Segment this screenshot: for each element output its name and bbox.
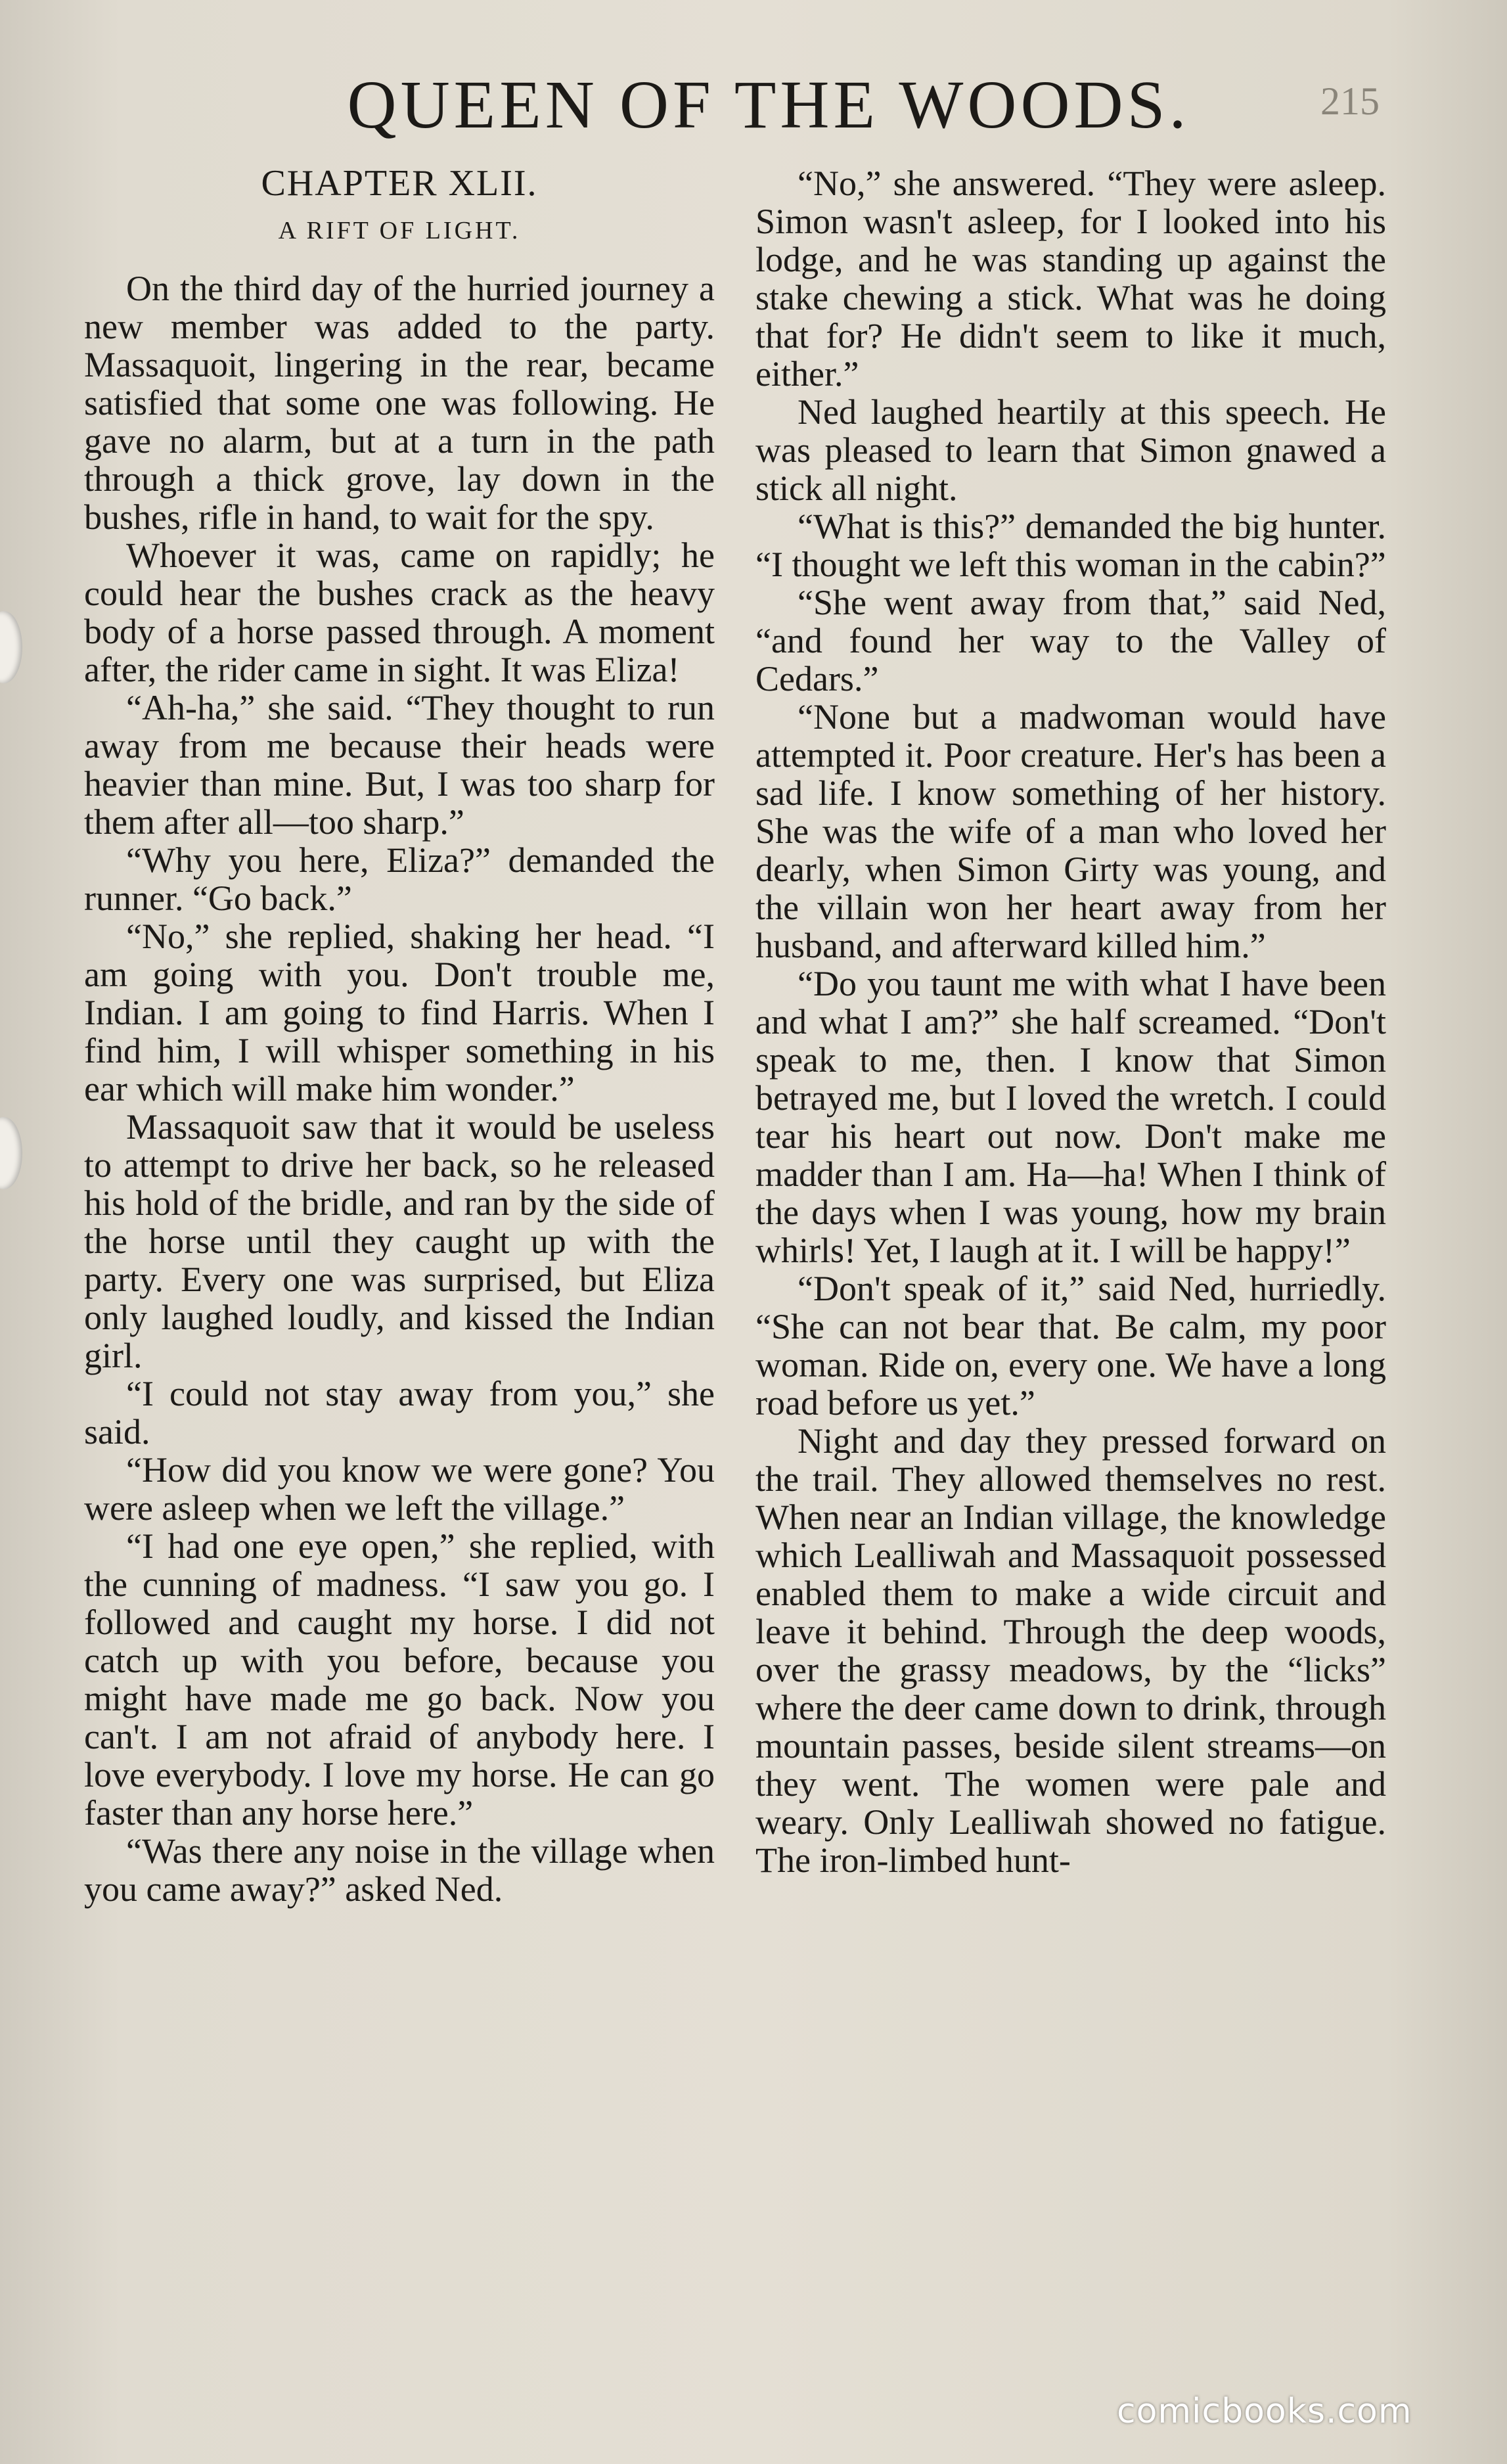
chapter-subtitle: A RIFT OF LIGHT. — [278, 217, 521, 244]
paragraph: “What is this?” demanded the big hunter. “I thought we left this woman in the cabin?” — [755, 507, 1386, 584]
paragraph: “None but a madwoman would have attempted it. Poor creature. Her's has been a sad life. I know something of her history. She was the wife of a man who loved her dearly, when Simon Girty was young, and the villain won her heart away from her husband, and afterward killed him.” — [755, 697, 1386, 965]
right-column — [755, 164, 1386, 1879]
page-number: 215 — [1320, 80, 1380, 123]
paragraph: “Ah-ha,” she said. “They thought to run away from me because their heads were heavier than mine. But, I was too sharp for them after all—too sharp.” — [84, 688, 715, 842]
paragraph: “No,” she replied, shaking her head. “I am going with you. Don't trouble me, Indian. I am going to find Harris. When I find him, I will whisper something in his ear which will make him wonder.” — [84, 917, 715, 1108]
paragraph: “No,” she answered. “They were asleep. Simon wasn't asleep, for I looked into his lodge, and he was standing up against the stake chewing a stick. What was he doing that for? He didn't seem to like it much, either.” — [755, 164, 1386, 394]
paragraph: “Was there any noise in the village when you came away?” asked Ned. — [84, 1831, 715, 1909]
binding-hole — [0, 1117, 22, 1189]
paragraph: “Do you taunt me with what I have been and what I am?” she half screamed. “Don't speak to me, then. I know that Simon betrayed me, but I loved the wretch. I could tear his heart out now. Don't make me madder than I am. Ha—ha! When I think of the days when I was young, how my brain whirls! Yet, I laugh at it. I will be happy!” — [755, 964, 1386, 1270]
site-watermark: comicbooks.com — [1117, 2392, 1412, 2431]
paragraph: “I could not stay away from you,” she said. — [84, 1374, 715, 1451]
paragraph: Night and day they pressed forward on the trail. They allowed themselves no rest. When near an Indian village, the knowledge which Lealliwah and Massaquoit possessed enabled them to make a wide circuit and leave it behind. Through the deep woods, over the grassy meadows, by the “licks” where the deer came down to drink, through mountain passes, beside silent streams—on they went. The women were pale and weary. Only Lealliwah showed no fatigue. The iron-limbed hunt- — [755, 1421, 1386, 1880]
paragraph: “Why you here, Eliza?” demanded the runner. “Go back.” — [84, 840, 715, 918]
paragraph: On the third day of the hurried journey a new member was added to the party. Massaquoit, lingering in the rear, became satisfied that some one was following. He gave no alarm, but at a turn in the path through a thick grove, lay down in the bushes, rifle in hand, to wait for the spy. — [84, 269, 715, 537]
chapter-heading: CHAPTER XLII. — [261, 163, 538, 204]
paragraph: “Don't speak of it,” said Ned, hurriedly. “She can not bear that. Be calm, my poor woman. Ride on, every one. We have a long road before us yet.” — [755, 1269, 1386, 1423]
paragraph: “How did you know we were gone? You were asleep when we left the village.” — [84, 1450, 715, 1528]
binding-hole — [0, 611, 22, 683]
page-title: QUEEN OF THE WOODS. — [347, 67, 1190, 143]
paragraph: Ned laughed heartily at this speech. He was pleased to learn that Simon gnawed a stick all night. — [755, 392, 1386, 508]
paragraph: “I had one eye open,” she replied, with the cunning of madness. “I saw you go. I followed and caught my horse. I did not catch up with you before, because you might have made me go back. Now you can't. I am not afraid of anybody here. I love everybody. I love my horse. He can go faster than any horse here.” — [84, 1526, 715, 1833]
left-column — [84, 164, 715, 1908]
paragraph: “She went away from that,” said Ned, “and found her way to the Valley of Cedars.” — [755, 583, 1386, 698]
paragraph: Whoever it was, came on rapidly; he could hear the bushes crack as the heavy body of a horse passed through. A moment after, the rider came in sight. It was Eliza! — [84, 536, 715, 689]
paragraph: Massaquoit saw that it would be useless to attempt to drive her back, so he released his hold of the bridle, and ran by the side of the horse until they caught up with the party. Every one was surprised, but Eliza only laughed loudly, and kissed the Indian girl. — [84, 1107, 715, 1375]
